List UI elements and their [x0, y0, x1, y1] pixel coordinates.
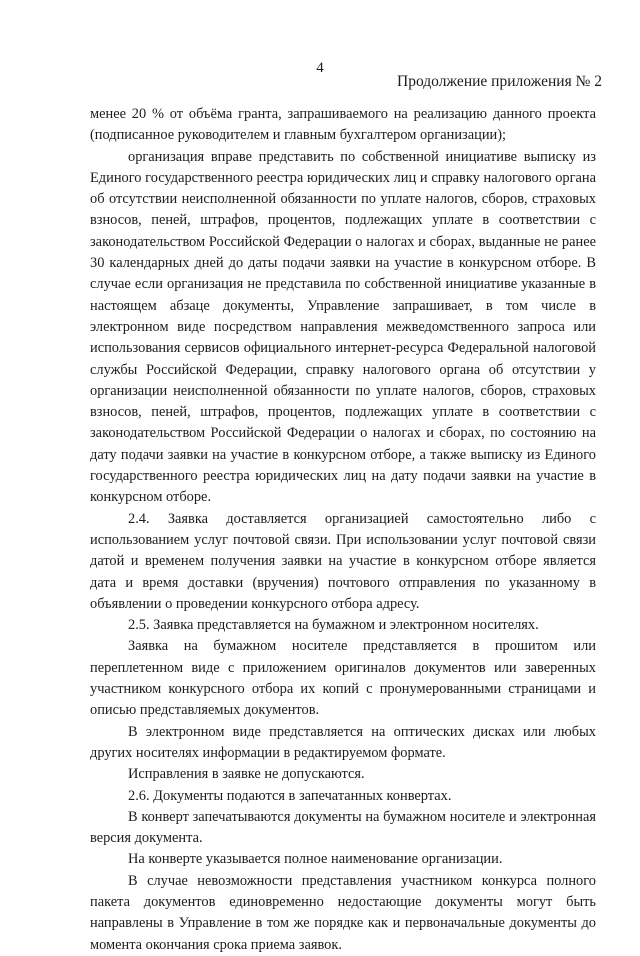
appendix-continuation-note: Продолжение приложения № 2 — [397, 73, 602, 90]
paragraph: На конверте указывается полное наименование организации. — [128, 851, 503, 868]
paragraph: 2.5. Заявка представляется на бумажном и электронном носителях. — [128, 617, 539, 634]
page-number: 4 — [316, 60, 324, 76]
paragraph: В случае невозможности представления участником конкурса полного пакета документов единовременно недостающие документы могут быть направлены в Управление в том же порядке как и первоначальные документы до момента окончания срока приема заявок. — [90, 872, 596, 953]
paragraph: 2.6. Документы подаются в запечатанных конвертах. — [128, 787, 452, 804]
paragraph: В электронном виде представляется на оптических дисках или любых других носителях информации в редактируемом формате. — [90, 723, 596, 761]
paragraph: Заявка на бумажном носителе представляется в прошитом или переплетенном виде с приложением оригиналов документов или заверенных участником конкурсного отбора их копий с пронумерованными страницами и описью представляемых документов. — [90, 638, 596, 719]
paragraph: организация вправе представить по собственной инициативе выписку из Единого государственного реестра юридических лиц и справку налогового органа об отсутствии неисполненной обязанности по уплате налогов, сборов, страховых взносов, пеней, штрафов, процентов, подлежащих уплате в соответствии с законодательством Российской Федерации о налогах и сборах, выданные не ранее 30 календарных дней до даты подачи заявки на участие в конкурсном отборе. В случае если организация не представила по собственной инициативе указанные в настоящем абзаце документы, Управление запрашивает, в том числе в электронном виде посредством направления межведомственного запроса или использования сервисов официального интернет-ресурса Федеральной налоговой службы Российской Федерации, справку налогового органа об отсутствии у организации неисполненной обязанности по уплате налогов, сборов, страховых взносов, пеней, штрафов, процентов, подлежащих уплате в соответствии с законодательством Российской Федерации о налогах и сборах, по состоянию на дату подачи заявки на участие в конкурсном отборе, а также выписку из Единого государственного реестра юридических лиц на дату подачи заявки на участие в конкурсном отборе. — [90, 148, 596, 506]
paragraph: В конверт запечатываются документы на бумажном носителе и электронная версия документа. — [90, 808, 596, 847]
document-body — [90, 104, 596, 956]
paragraph: менее 20 % от объёма гранта, запрашиваемого на реализацию данного проекта (подписанное руководителем и главным бухгалтером организации); — [90, 106, 596, 144]
paragraph: 2.4. Заявка доставляется организацией самостоятельно либо с использованием услуг почтовой связи. При использовании услуг почтовой связи датой и временем получения заявки на участие в конкурсном отборе является дата и время доставки (вручения) почтового отправления по указанному в объявлении о проведении конкурсного отбора адресу. — [90, 510, 596, 612]
paragraph: Исправления в заявке не допускаются. — [128, 766, 365, 783]
